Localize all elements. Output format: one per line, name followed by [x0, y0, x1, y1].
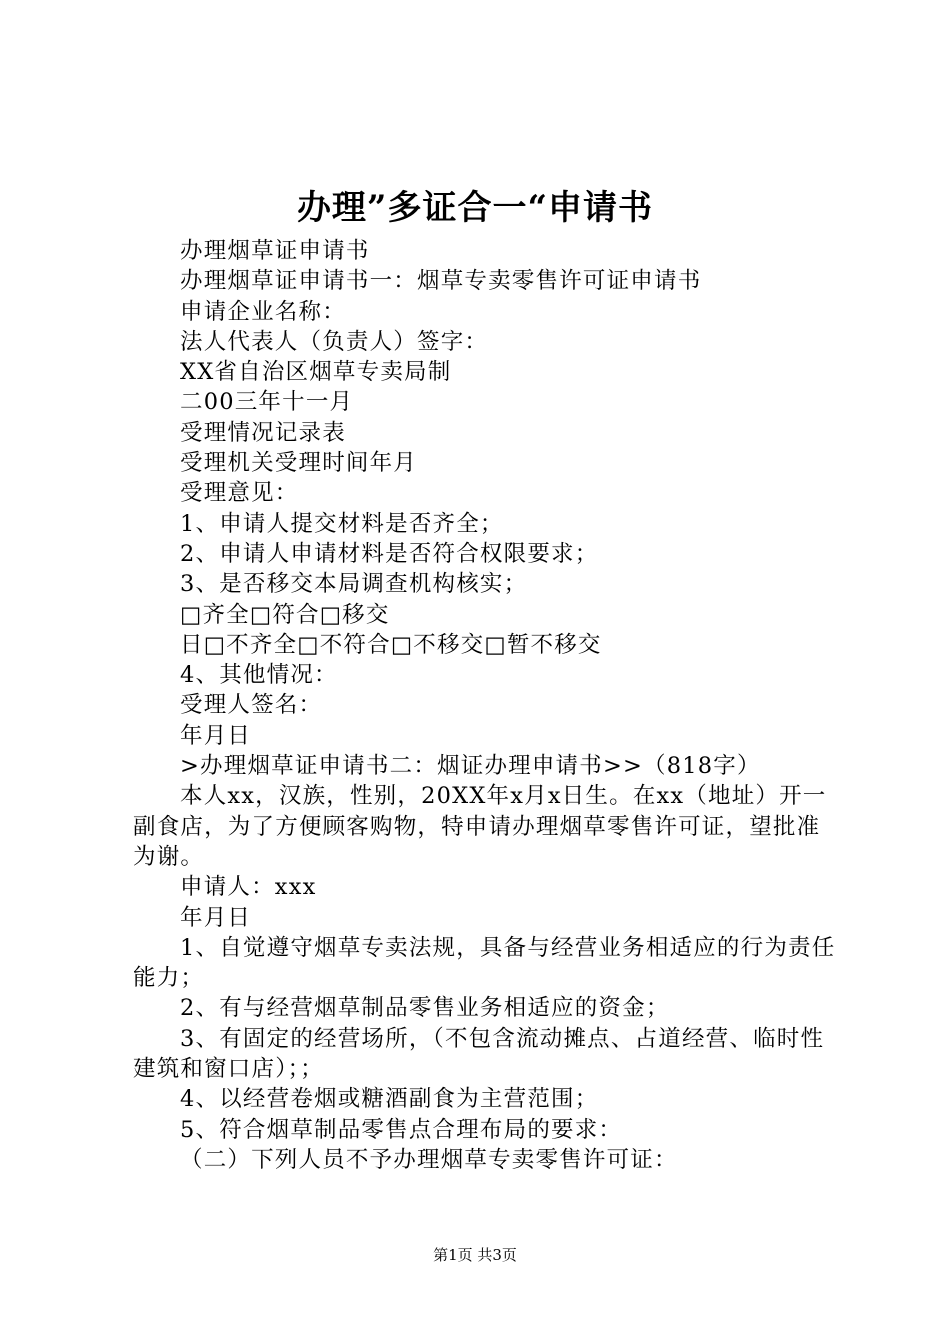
paragraph: 受理情况记录表	[180, 419, 346, 446]
paragraph: 5、符合烟草制品零售点合理布局的要求：	[180, 1116, 623, 1143]
document-title: 办理”多证合一“申请书	[296, 188, 654, 228]
page-number-footer: 第1页 共3页	[433, 1246, 517, 1264]
paragraph: 申请企业名称：	[180, 298, 346, 325]
paragraph: （二）下列人员不予办理烟草专卖零售许可证：	[180, 1146, 678, 1173]
paragraph: 2、有与经营烟草制品零售业务相适应的资金；	[180, 995, 670, 1022]
paragraph: 3、有固定的经营场所，（不包含流动摊点、占道经营、临时性建筑和窗口店）；；	[133, 1025, 825, 1083]
paragraph: 受理意见：	[180, 480, 299, 507]
paragraph: 受理机关受理时间年月	[180, 450, 418, 477]
paragraph: □齐全□符合□移交	[180, 601, 390, 628]
paragraph: 法人代表人（负责人）签字：	[180, 328, 489, 355]
paragraph: 本人xx，汉族，性别，20XX年x月x日生。在xx（地址）开一副食店，为了方便顾客购物，特申请办理烟草零售许可证，望批准为谢。	[133, 783, 827, 870]
paragraph: 4、以经营卷烟或糖酒副食为主营范围；	[180, 1086, 599, 1113]
paragraph: 二00三年十一月	[180, 389, 354, 416]
paragraph: 办理烟草证申请书	[180, 238, 370, 264]
paragraph: 2、申请人申请材料是否符合权限要求；	[180, 540, 599, 567]
paragraph: >办理烟草证申请书二：烟证办理申请书>>（818字）	[180, 753, 761, 780]
paragraph: 1、申请人提交材料是否齐全；	[180, 510, 504, 537]
paragraph: XX省自治区烟草专卖局制	[180, 359, 452, 386]
paragraph: 办理烟草证申请书一：烟草专卖零售许可证申请书	[180, 268, 702, 295]
paragraph: 4、其他情况：	[180, 662, 338, 689]
paragraph: 年月日	[180, 722, 252, 749]
document-body	[133, 236, 843, 1175]
paragraph: 日□不齐全□不符合□不移交□暂不移交	[180, 631, 602, 658]
paragraph: 申请人：xxx	[180, 874, 317, 901]
paragraph: 受理人签名：	[180, 692, 323, 719]
paragraph: 3、是否移交本局调查机构核实；	[180, 571, 528, 598]
paragraph: 1、自觉遵守烟草专卖法规，具备与经营业务相适应的行为责任能力；	[133, 934, 836, 992]
paragraph: 年月日	[180, 904, 252, 931]
